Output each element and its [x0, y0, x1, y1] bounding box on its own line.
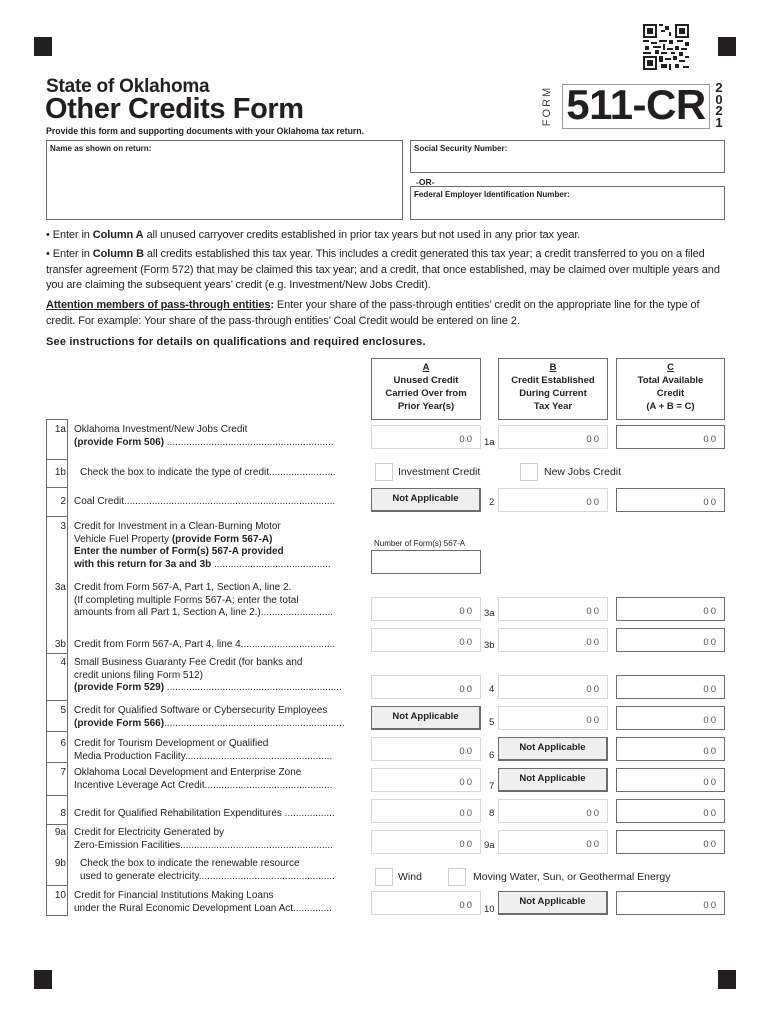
line-7-column-b-not-applicable: Not Applicable	[498, 768, 608, 792]
line-3b-column-a-input[interactable]: 00	[371, 628, 481, 652]
line-10-column-a-input[interactable]: 00	[371, 891, 481, 915]
line-10-description: Credit for Financial Institutions Making Loans under the Rural Economic Development Loan Act..............	[74, 890, 332, 914]
line-3b-column-c-input[interactable]: 00	[616, 628, 725, 652]
line-4-column-a-input[interactable]: 00	[371, 675, 481, 699]
instruction-column-a: • Enter in Column A all unused carryover credits established in prior tax years but not used in any prior tax year.	[46, 229, 581, 241]
line-9a-column-c-input[interactable]: 00	[616, 830, 725, 854]
attention-note: Attention members of pass-through entities: Enter your share of the pass-through entities’ credit on the appropriate line for the type of credit. For example: Your share of the pass-through entities’ Coal Credit would be entered on line 2.	[46, 299, 700, 327]
line-6-description: Credit for Tourism Development or Qualified Media Production Facility.....................................................	[74, 738, 333, 762]
row-divider	[46, 487, 68, 488]
row-divider	[46, 516, 68, 517]
line-3a-column-c-input[interactable]: 00	[616, 597, 725, 621]
line-ref: 4	[489, 684, 495, 695]
wind-checkbox[interactable]	[375, 868, 393, 886]
line-3b-column-b-input[interactable]: 00	[498, 628, 608, 652]
column-b-header: B Credit Established During Current Tax Year	[498, 358, 608, 420]
line-ref: 6	[489, 750, 495, 761]
line-ref: 3b	[484, 640, 495, 651]
line-number: 9b	[54, 858, 66, 869]
line-3b-description: Credit from Form 567-A, Part 4, line 4..................................	[74, 639, 336, 650]
name-field-label: Name as shown on return:	[50, 143, 152, 153]
form-567a-count-label: Number of Form(s) 567-A	[374, 539, 466, 548]
form-word-label: FORM	[541, 85, 553, 126]
tax-year: 2 0 2 1	[715, 80, 723, 130]
new-jobs-credit-checkbox[interactable]	[520, 463, 538, 481]
row-divider	[46, 885, 68, 886]
line-ref: 2	[489, 497, 495, 508]
name-field[interactable]	[46, 140, 403, 220]
line-3a-description: Credit from Form 567-A, Part 1, Section A, line 2. (If completing multiple Forms 567-A; enter the total amounts from all Part 1, Section A, line 2.)..........................	[74, 582, 334, 618]
line-4-column-b-input[interactable]: 00	[498, 675, 608, 699]
line-3a-column-a-input[interactable]: 00	[371, 597, 481, 621]
line-9a-column-b-input[interactable]: 00	[498, 830, 608, 854]
line-number: 1b	[54, 467, 66, 478]
line-6-column-c-input[interactable]: 00	[616, 737, 725, 761]
line-9a-column-a-input[interactable]: 00	[371, 830, 481, 854]
line-1a-column-a-input[interactable]: 00	[371, 425, 481, 449]
fein-field[interactable]	[410, 186, 725, 220]
line-number: 7	[60, 767, 66, 778]
line-number: 3	[60, 521, 66, 532]
line-7-column-a-input[interactable]: 00	[371, 768, 481, 792]
qr-code-icon	[643, 24, 689, 70]
registration-mark-top-left	[34, 37, 52, 56]
form-567a-count-input[interactable]	[371, 550, 481, 574]
line-1a-description: Oklahoma Investment/New Jobs Credit (provide Form 506) ............................................................	[74, 424, 334, 448]
line-2-column-a-not-applicable: Not Applicable	[371, 488, 481, 512]
registration-mark-bottom-left	[34, 970, 52, 989]
row-divider	[46, 824, 68, 825]
line-8-column-a-input[interactable]: 00	[371, 799, 481, 823]
line-number: 4	[60, 657, 66, 668]
line-10-column-c-input[interactable]: 00	[616, 891, 725, 915]
line-3a-column-b-input[interactable]: 00	[498, 597, 608, 621]
registration-mark-bottom-right	[718, 970, 736, 989]
line-9b-description: Check the box to indicate the renewable resource used to generate electricity.................................................	[80, 858, 335, 882]
line-5-column-a-not-applicable: Not Applicable	[371, 706, 481, 730]
line-10-column-b-not-applicable: Not Applicable	[498, 891, 608, 915]
investment-credit-checkbox[interactable]	[375, 463, 393, 481]
state-name: State of Oklahoma	[46, 76, 210, 97]
registration-mark-top-right	[718, 37, 736, 56]
instruction-column-b: • Enter in Column B all credits established this tax year. This includes a credit generated this tax year; a credit transferred to you on a filed transfer agreement (Form 572) that may be claimed this tax year; and a credit, that once established, may be claimed over multiple years and you are claiming the subsequent years’ credit (e.g. Investment/New Jobs Credit).	[46, 248, 720, 291]
line-5-description: Credit for Qualified Software or Cybersecurity Employees (provide Form 566).................................................................	[74, 705, 345, 729]
wind-label: Wind	[398, 871, 422, 883]
line-9a-description: Credit for Electricity Generated by Zero-Emission Facilities.......................................................	[74, 827, 333, 851]
column-a-header: A Unused Credit Carried Over from Prior Year(s)	[371, 358, 481, 420]
line-1b-description: Check the box to indicate the type of credit........................	[80, 467, 336, 478]
line-2-column-c-input[interactable]: 00	[616, 488, 725, 512]
line-ref: 10	[484, 904, 495, 915]
line-number: 2	[60, 496, 66, 507]
form-title: Other Credits Form	[45, 93, 304, 125]
row-divider	[46, 762, 68, 763]
row-divider	[46, 700, 68, 701]
see-instructions: See instructions for details on qualifications and required enclosures.	[46, 336, 426, 348]
line-2-column-b-input[interactable]: 00	[498, 488, 608, 512]
line-5-column-c-input[interactable]: 00	[616, 706, 725, 730]
line-1a-column-b-input[interactable]: 00	[498, 425, 608, 449]
column-c-header: C Total Available Credit (A + B = C)	[616, 358, 725, 420]
form-number: 511-CR	[566, 81, 706, 128]
line-number: 10	[54, 890, 66, 901]
row-divider	[46, 731, 68, 732]
fein-field-label: Federal Employer Identification Number:	[414, 189, 570, 199]
line-3-description: Credit for Investment in a Clean-Burning Motor Vehicle Fuel Property (provide Form 567-A) Enter the number of Form(s) 567-A provided with this return for 3a and 3b ..........................................	[74, 521, 331, 570]
line-ref: 3a	[484, 608, 495, 619]
line-number: 8	[60, 808, 66, 819]
ssn-field[interactable]	[410, 140, 725, 173]
row-divider	[46, 795, 68, 796]
new-jobs-credit-label: New Jobs Credit	[544, 466, 622, 478]
line-number: 5	[60, 705, 66, 716]
line-ref: 5	[489, 717, 495, 728]
line-4-description: Small Business Guaranty Fee Credit (for banks and credit unions filing Form 512) (provide Form 529) ...............................................................	[74, 657, 342, 693]
water-sun-geothermal-label: Moving Water, Sun, or Geothermal Energy	[473, 871, 671, 883]
line-5-column-b-input[interactable]: 00	[498, 706, 608, 730]
line-8-column-c-input[interactable]: 00	[616, 799, 725, 823]
line-ref: 8	[489, 808, 495, 819]
line-ref: 9a	[484, 840, 495, 851]
line-number: 3a	[54, 582, 66, 593]
line-7-description: Oklahoma Local Development and Enterprise Zone Incentive Leverage Act Credit..............................................	[74, 767, 333, 791]
line-ref: 1a	[484, 437, 495, 448]
line-number: 3b	[54, 639, 66, 650]
line-number: 1a	[54, 424, 66, 435]
line-6-column-a-input[interactable]: 00	[371, 737, 481, 761]
line-8-column-b-input[interactable]: 00	[498, 799, 608, 823]
row-divider	[46, 459, 68, 460]
line-number: 9a	[54, 827, 66, 838]
water-sun-geothermal-checkbox[interactable]	[448, 868, 466, 886]
ssn-field-label: Social Security Number:	[414, 143, 508, 153]
line-6-column-b-not-applicable: Not Applicable	[498, 737, 608, 761]
line-2-description: Coal Credit............................................................................	[74, 496, 336, 507]
row-divider	[46, 653, 68, 654]
line-1a-column-c-input[interactable]: 00	[616, 425, 725, 449]
or-separator: -OR-	[416, 177, 435, 187]
provide-note: Provide this form and supporting documents with your Oklahoma tax return.	[46, 126, 365, 137]
line-ref: 7	[489, 781, 495, 792]
line-number: 6	[60, 738, 66, 749]
line-4-column-c-input[interactable]: 00	[616, 675, 725, 699]
line-7-column-c-input[interactable]: 00	[616, 768, 725, 792]
line-8-description: Credit for Qualified Rehabilitation Expenditures ..................	[74, 808, 335, 819]
investment-credit-label: Investment Credit	[398, 466, 481, 478]
